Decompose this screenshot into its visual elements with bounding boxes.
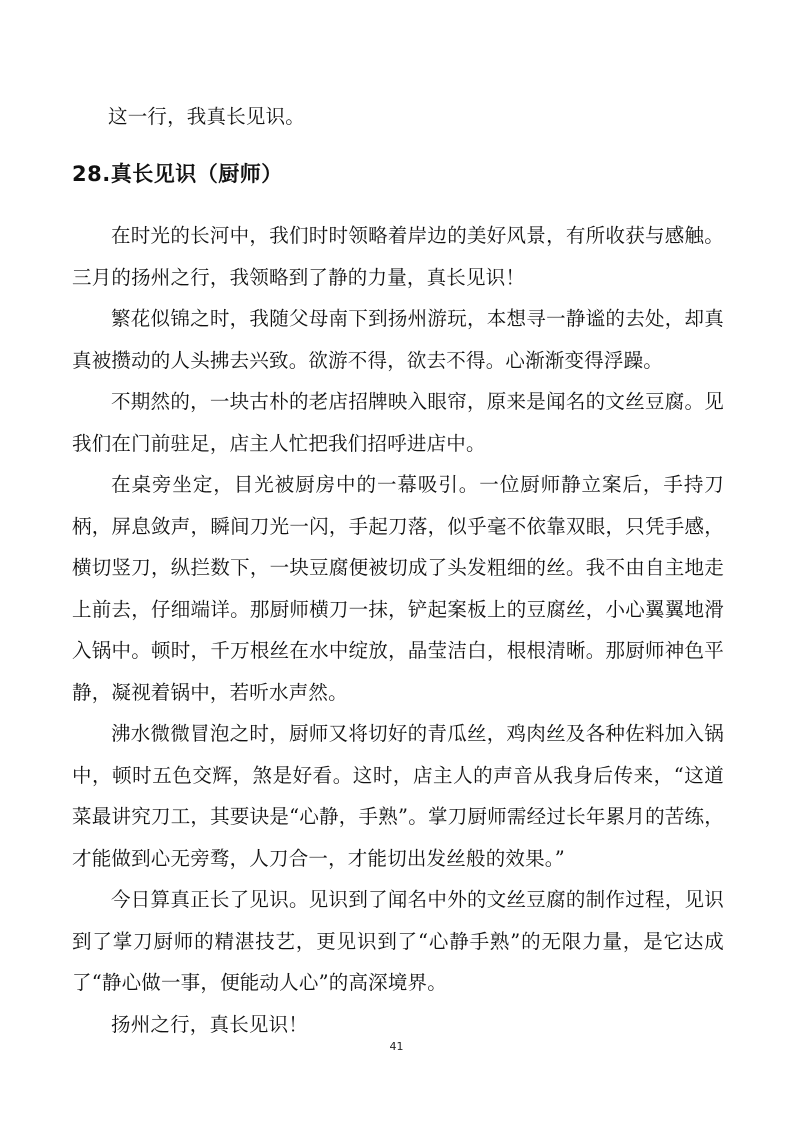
paragraph-2: 繁花似锦之时，我随父母南下到扬州游玩，本想寻一静谧的去处，却真真被攒动的人头拂去兴致。欲游不得，欲去不得。心渐渐变得浮躁。 [72, 307, 724, 372]
paragraph-4: 在桌旁坐定，目光被厨房中的一幕吸引。一位厨师静立案后，手持刀柄，屏息敛声，瞬间刀光一闪，手起刀落，似乎毫不依靠双眼，只凭手感，横切竖刀，纵拦数下，一块豆腐便被切成了头发粗细的丝。我不由自主地走上前去，仔细端详。那厨师横刀一抹，铲起案板上的豆腐丝，小心翼翼地滑入锅中。顿时，千万根丝在水中绽放，晶莹洁白，根根清晰。那厨师神色平静，凝视着锅中，若听水声然。 [72, 473, 724, 704]
paragraph-5: 沸水微微冒泡之时，厨师又将切好的青瓜丝，鸡肉丝及各种佐料加入锅中，顿时五色交辉，煞是好看。这时，店主人的声音从我身后传来，“这道菜最讲究刀工，其要诀是“心静，手熟”。掌刀厨师需经过长年累月的苦练，才能做到心无旁骛，人刀合一，才能切出发丝般的效果。” [72, 722, 724, 870]
paragraph-3: 不期然的，一块古朴的老店招牌映入眼帘，原来是闻名的文丝豆腐。见我们在门前驻足，店主人忙把我们招呼进店中。 [72, 390, 724, 455]
page-number: 41 [389, 1040, 404, 1053]
previous-section-tail: 这一行，我真长见识。 [108, 105, 306, 128]
paragraph-7: 扬州之行，真长见识！ [111, 1013, 309, 1036]
section-heading: 28.真长见识（厨师） [72, 162, 283, 186]
paragraph-1: 在时光的长河中，我们时时领略着岸边的美好风景，有所收获与感触。三月的扬州之行，我领略到了静的力量，真长见识！ [72, 224, 724, 289]
paragraph-6: 今日算真正长了见识。见识到了闻名中外的文丝豆腐的制作过程，见识到了掌刀厨师的精湛技艺，更见识到了“心静手熟”的无限力量，是它达成了“静心做一事，便能动人心”的高深境界。 [72, 888, 724, 994]
